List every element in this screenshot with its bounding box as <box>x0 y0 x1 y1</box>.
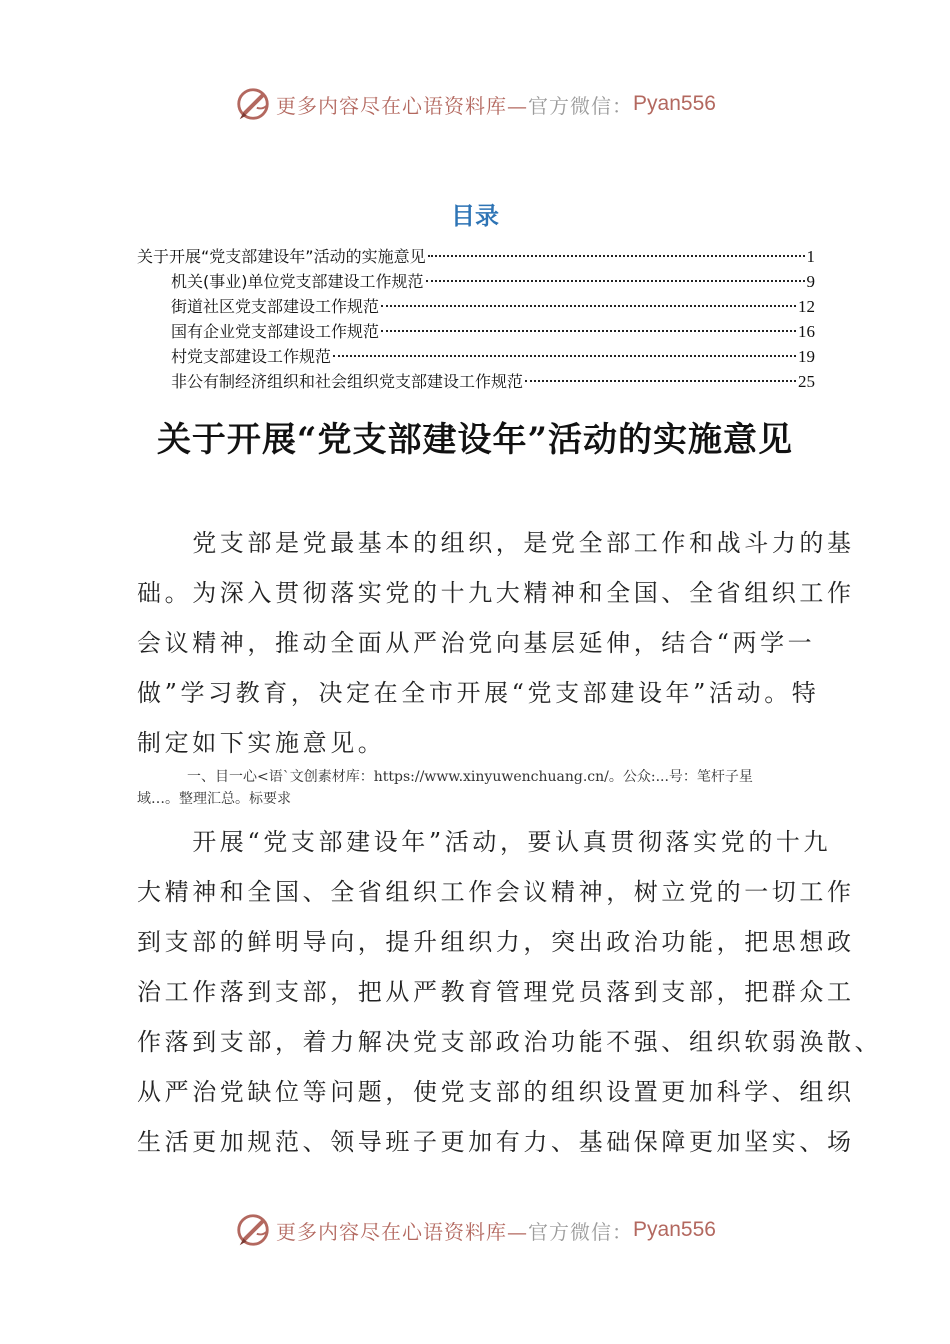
toc-leader-dots <box>381 305 796 307</box>
banner-text: 更多内容尽在心语资料库— <box>276 93 529 118</box>
toc-entry-page: 1 <box>806 247 815 266</box>
body-paragraph <box>137 518 855 768</box>
header-watermark-banner <box>0 84 950 124</box>
toc-entry[interactable] <box>137 244 815 269</box>
toc-leader-dots <box>525 380 796 382</box>
paragraph-line: 开展“党支部建设年”活动，要认真贯彻落实党的十九 <box>137 828 832 856</box>
toc-title: 目录 <box>451 202 499 230</box>
banner-wechat-id: Pyan556 <box>633 92 716 115</box>
banner-text: 更多内容尽在心语资料库— <box>276 1219 529 1244</box>
banner-wechat-label: 官方微信： <box>528 1219 634 1244</box>
paragraph-line: 从严治党缺位等问题，使党支部的组织设置更加科学、组织 <box>137 1078 855 1106</box>
note-line: 域…。整理汇总。标要求 <box>137 791 291 807</box>
paragraph-line: 生活更加规范、领导班子更加有力、基础保障更加坚实、场 <box>137 1128 855 1156</box>
paragraph-line: 做”学习教育，决定在全市开展“党支部建设年”活动。特 <box>137 679 820 707</box>
toc-entry-label: 街道社区党支部建设工作规范 <box>171 297 380 316</box>
toc-leader-dots <box>426 280 805 282</box>
paragraph-line: 大精神和全国、全省组织工作会议精神，树立党的一切工作 <box>137 878 855 906</box>
section-heading-note <box>137 766 827 810</box>
paragraph-line: 础。为深入贯彻落实党的十九大精神和全国、全省组织工作 <box>137 579 855 607</box>
paragraph-line: 制定如下实施意见。 <box>137 729 386 757</box>
pen-logo-icon <box>234 85 272 123</box>
toc-entry-page: 19 <box>798 347 815 366</box>
toc-entry[interactable] <box>137 344 815 369</box>
toc-leader-dots <box>333 355 796 357</box>
toc-leader-dots <box>428 255 805 257</box>
toc-entry[interactable] <box>137 319 815 344</box>
banner-wechat-id: Pyan556 <box>633 1218 716 1241</box>
toc-entry-page: 25 <box>798 372 815 391</box>
footer-watermark-banner <box>0 1210 950 1250</box>
note-line: 一、目一心<语`文创素材库：https://www.xinyuwenchuang.cn/。公众:...号：笔杆子星 <box>187 769 753 785</box>
toc-entry[interactable] <box>137 269 815 294</box>
toc-entry-label: 非公有制经济组织和社会组织党支部建设工作规范 <box>171 372 524 391</box>
pen-logo-icon <box>234 1211 272 1249</box>
table-of-contents <box>137 244 815 394</box>
toc-entry-label: 国有企业党支部建设工作规范 <box>171 322 380 341</box>
paragraph-line: 作落到支部，着力解决党支部政治功能不强、组织软弱涣散、 <box>137 1028 883 1056</box>
toc-entry-label: 村党支部建设工作规范 <box>171 347 332 366</box>
paragraph-line: 治工作落到支部，把从严教育管理党员落到支部，把群众工 <box>137 978 855 1006</box>
paragraph-line: 会议精神，推动全面从严治党向基层延伸，结合“两学一 <box>137 629 816 657</box>
toc-entry-page: 12 <box>798 297 815 316</box>
toc-entry-page: 9 <box>806 272 815 291</box>
banner-wechat-label: 官方微信： <box>528 93 634 118</box>
toc-entry-page: 16 <box>798 322 815 341</box>
toc-entry-label: 机关(事业)单位党支部建设工作规范 <box>171 272 424 291</box>
toc-entry[interactable] <box>137 369 815 394</box>
document-title: 关于开展“党支部建设年”活动的实施意见 <box>156 420 794 460</box>
body-paragraph <box>137 817 883 1167</box>
toc-entry-label: 关于开展“党支部建设年”活动的实施意见 <box>137 247 426 266</box>
toc-leader-dots <box>381 330 796 332</box>
toc-entry[interactable] <box>137 294 815 319</box>
paragraph-line: 到支部的鲜明导向，提升组织力，突出政治功能，把思想政 <box>137 928 855 956</box>
paragraph-line: 党支部是党最基本的组织，是党全部工作和战斗力的基 <box>137 529 855 557</box>
